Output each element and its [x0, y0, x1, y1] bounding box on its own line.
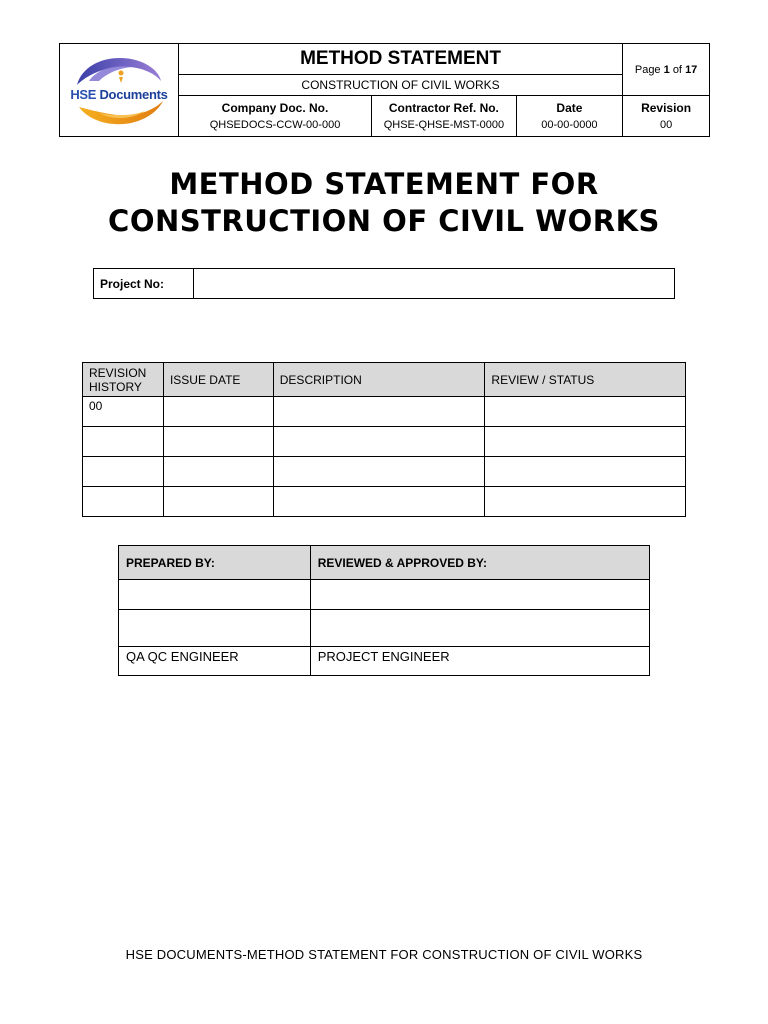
logo-text-documents: Documents — [99, 87, 168, 102]
reviewed-name-field[interactable] — [310, 610, 649, 647]
table-row — [83, 397, 686, 427]
revision-value: 00 — [659, 119, 673, 131]
main-title-line2: CONSTRUCTION OF CIVIL WORKS — [108, 204, 660, 238]
table-cell[interactable] — [83, 487, 164, 517]
hse-documents-logo — [69, 51, 169, 129]
table-cell[interactable] — [163, 457, 273, 487]
document-title: METHOD STATEMENT — [178, 44, 622, 75]
table-cell[interactable] — [273, 397, 485, 427]
page-of: of — [672, 63, 682, 76]
page-total: 17 — [685, 63, 698, 76]
reviewed-signature-field[interactable] — [310, 580, 649, 610]
page-footer: HSE DOCUMENTS-METHOD STATEMENT FOR CONSTRUCTION OF CIVIL WORKS — [125, 947, 643, 962]
project-no-field[interactable] — [194, 269, 675, 299]
company-doc-cell — [178, 96, 371, 137]
main-title-line1: METHOD STATEMENT FOR — [169, 167, 599, 201]
revision-table — [82, 362, 686, 517]
document-subtitle: CONSTRUCTION OF CIVIL WORKS — [178, 75, 622, 96]
company-doc-value: QHSEDOCS-CCW-00-000 — [209, 119, 341, 131]
table-cell[interactable] — [83, 457, 164, 487]
date-label: Date — [556, 101, 583, 115]
revision-history-header: REVISION HISTORY — [83, 363, 164, 397]
table-cell[interactable]: 00 — [83, 397, 164, 427]
company-doc-label: Company Doc. No. — [221, 101, 329, 115]
signature-row — [119, 580, 650, 610]
table-cell[interactable] — [163, 427, 273, 457]
prepared-name-field[interactable] — [119, 610, 311, 647]
revision-label: Revision — [641, 101, 692, 115]
approval-header-row — [119, 546, 650, 580]
reviewed-role: PROJECT ENGINEER — [310, 647, 649, 676]
prepared-by-header: PREPARED BY: — [119, 546, 311, 580]
project-no-table — [93, 268, 675, 299]
review-status-header: REVIEW / STATUS — [485, 363, 686, 397]
prepared-role: QA QC ENGINEER — [119, 647, 311, 676]
logo-text — [69, 87, 169, 102]
reviewed-approved-header: REVIEWED & APPROVED BY: — [310, 546, 649, 580]
contractor-ref-value: QHSE-QHSE-MST-0000 — [383, 119, 505, 131]
table-cell[interactable] — [273, 457, 485, 487]
prepared-signature-field[interactable] — [119, 580, 311, 610]
project-no-label: Project No: — [94, 269, 194, 299]
contractor-ref-cell — [372, 96, 517, 137]
approval-table — [118, 545, 650, 676]
revision-header-row — [83, 363, 686, 397]
table-cell[interactable] — [485, 397, 686, 427]
description-header: DESCRIPTION — [273, 363, 485, 397]
table-row — [83, 427, 686, 457]
logo-cell — [60, 44, 179, 137]
table-cell[interactable] — [485, 427, 686, 457]
name-row — [119, 610, 650, 647]
page-current: 1 — [663, 63, 670, 76]
table-cell[interactable] — [163, 487, 273, 517]
table-cell[interactable] — [163, 397, 273, 427]
role-row — [119, 647, 650, 676]
table-cell[interactable] — [83, 427, 164, 457]
logo-text-hse: HSE — [70, 87, 97, 102]
page-number — [623, 44, 710, 96]
revision-cell — [623, 96, 710, 137]
table-cell[interactable] — [485, 457, 686, 487]
main-title — [0, 166, 768, 240]
table-row — [83, 457, 686, 487]
contractor-ref-label: Contractor Ref. No. — [388, 101, 499, 115]
date-cell — [516, 96, 623, 137]
table-row — [83, 487, 686, 517]
table-cell[interactable] — [485, 487, 686, 517]
page-label: Page — [634, 63, 661, 76]
document-header — [59, 43, 710, 137]
date-value: 00-00-0000 — [541, 119, 598, 131]
issue-date-header: ISSUE DATE — [163, 363, 273, 397]
table-cell[interactable] — [273, 487, 485, 517]
table-cell[interactable] — [273, 427, 485, 457]
